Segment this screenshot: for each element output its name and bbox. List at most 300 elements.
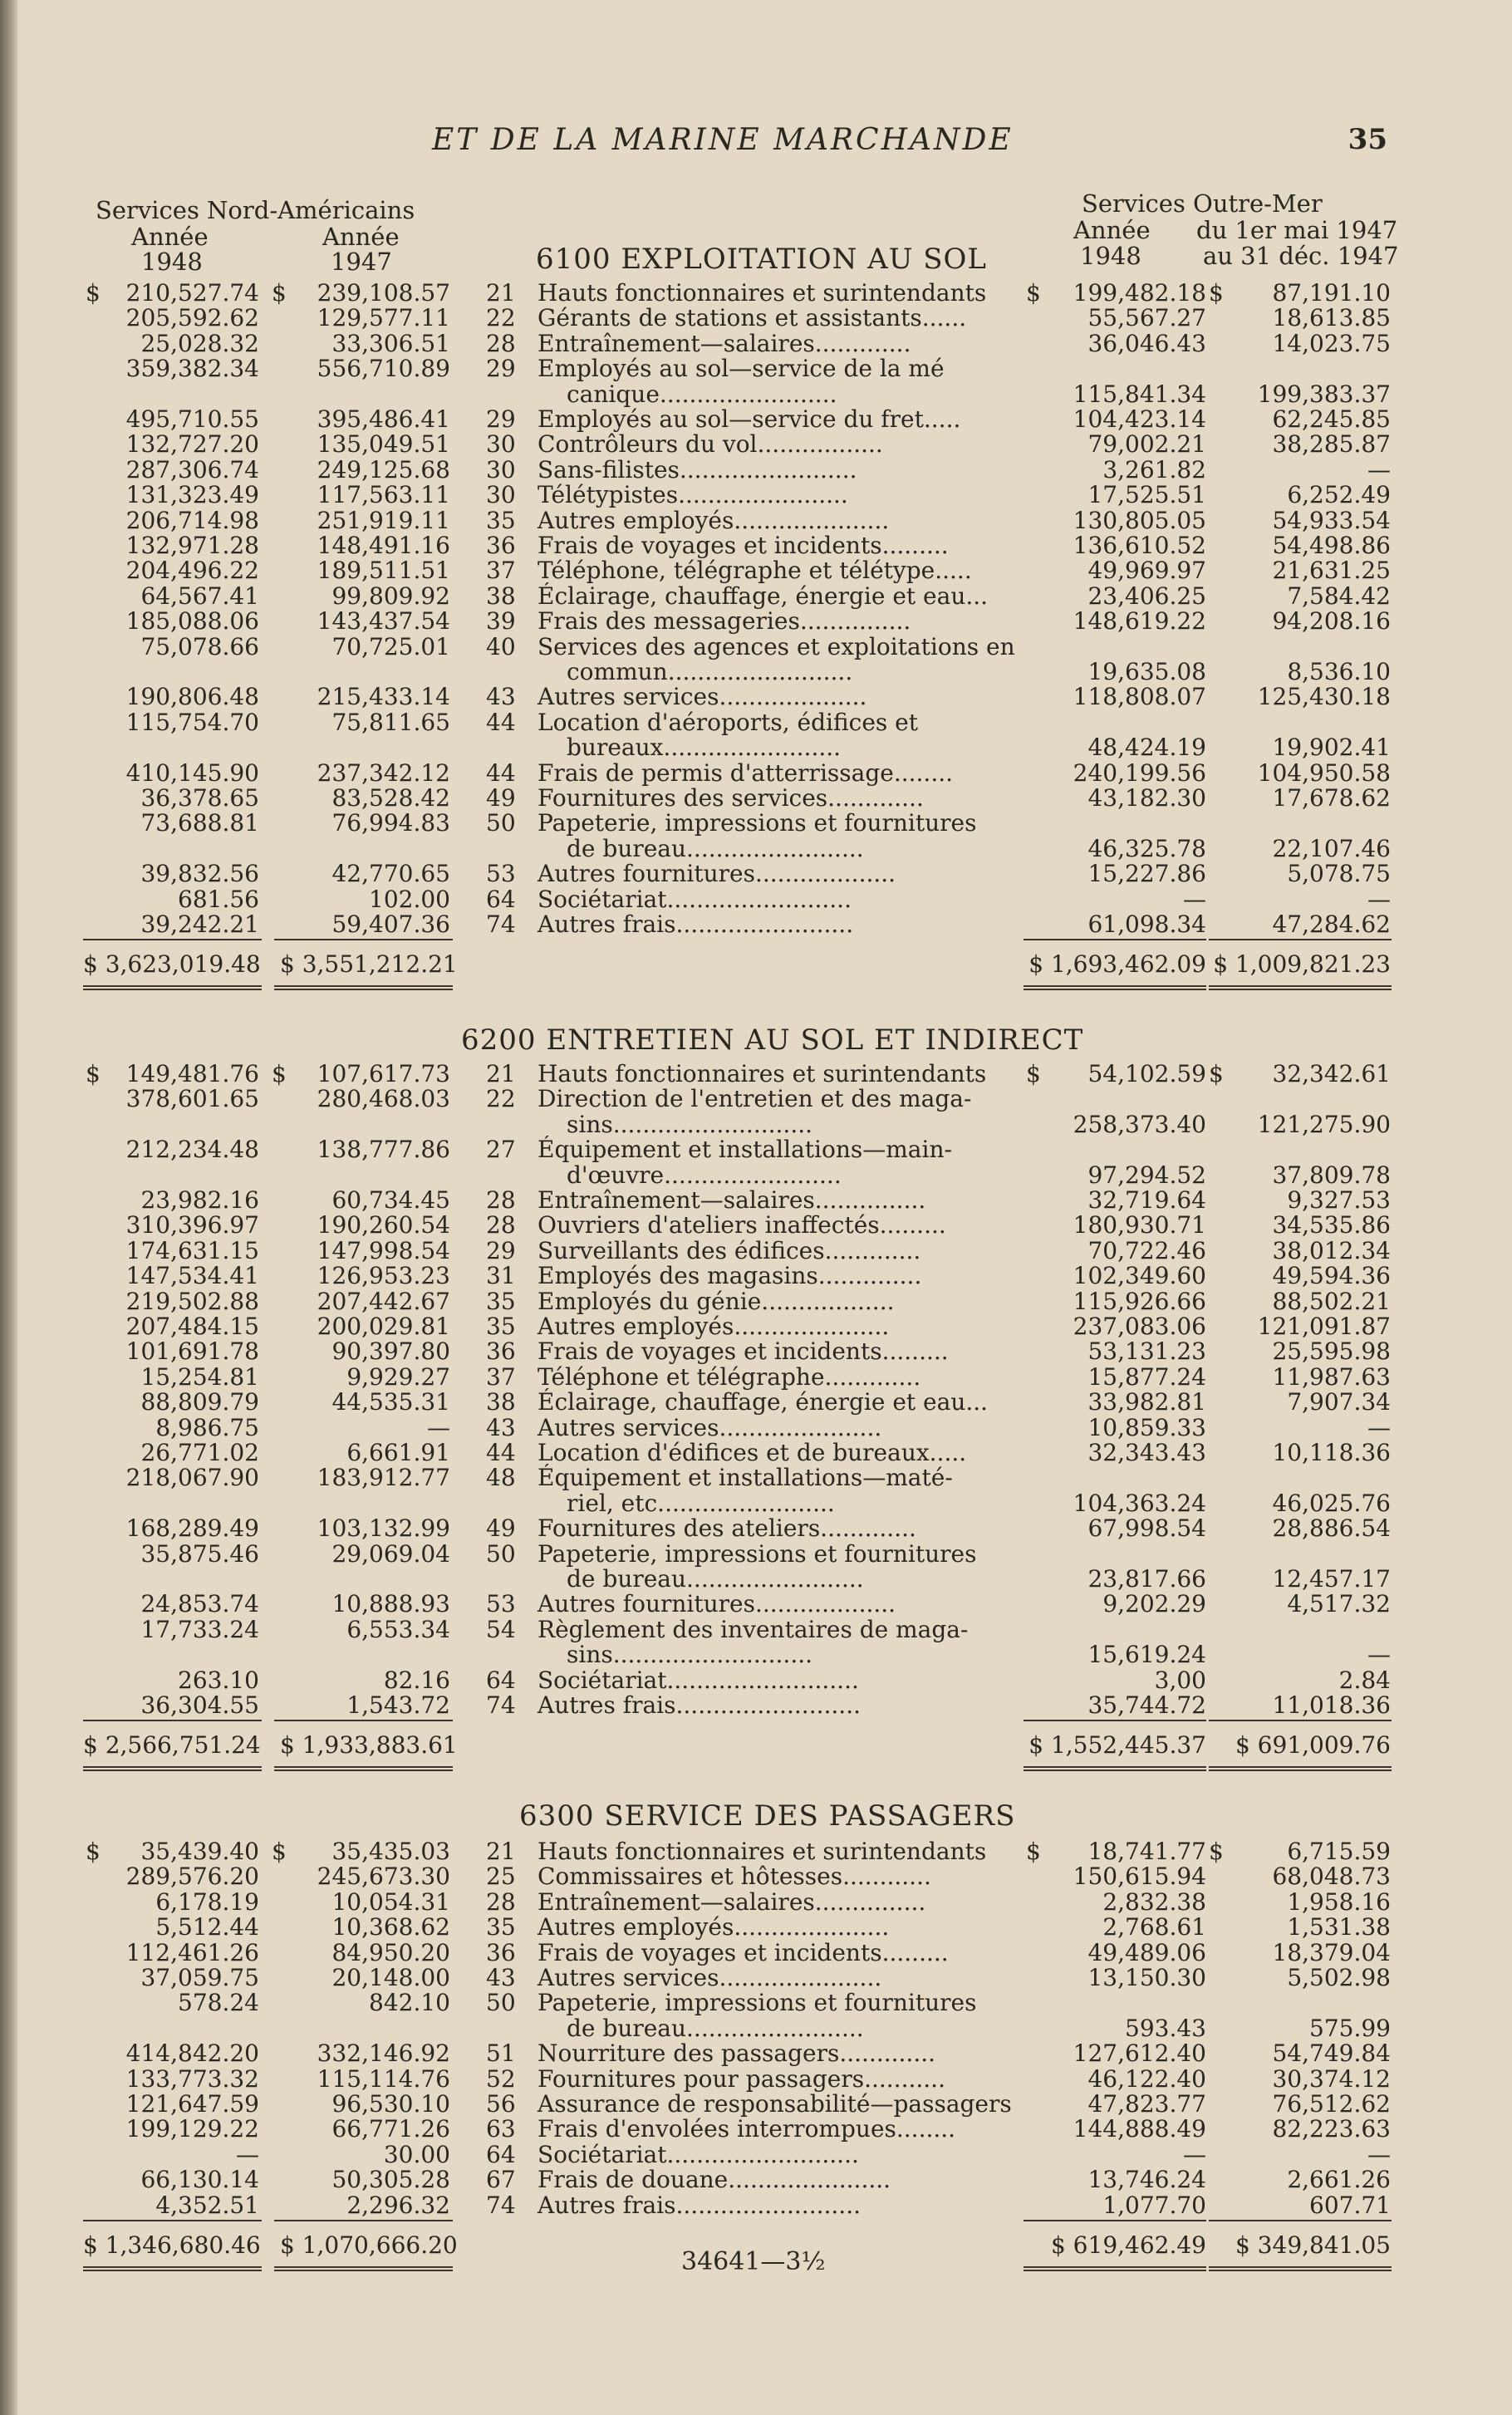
account-code: 43 bbox=[486, 1964, 516, 1991]
na-1948-value: 121,647.59 bbox=[125, 2090, 259, 2118]
om-year2-label: du 1er mai 1947 bbox=[1196, 216, 1398, 244]
na-1948-value: 359,382.34 bbox=[125, 355, 259, 383]
na-1947-value: 249,125.68 bbox=[317, 455, 450, 483]
expense-description: Frais d'envolées interrompues........ bbox=[538, 2115, 956, 2143]
account-code: 43 bbox=[486, 1413, 516, 1441]
account-code: 74 bbox=[486, 911, 516, 938]
column-rule bbox=[1024, 985, 1206, 987]
dollar-sign: $ bbox=[86, 279, 101, 307]
na-1947-value: 42,770.65 bbox=[331, 860, 450, 888]
section-total: $ 2,566,751.24 bbox=[83, 1731, 261, 1760]
account-code: 38 bbox=[486, 582, 516, 610]
na-1947-value: 239,108.57 bbox=[317, 279, 450, 307]
section-total: $ 3,551,212.21 bbox=[280, 950, 458, 979]
na-1947-value: 83,528.42 bbox=[331, 784, 450, 812]
na-1948-value: 35,439.40 bbox=[140, 1838, 259, 1865]
na-1948-value: 37,059.75 bbox=[140, 1964, 259, 1991]
om-1947-value: 10,118.36 bbox=[1272, 1439, 1391, 1466]
expense-description: Autres frais......................... bbox=[538, 2191, 862, 2219]
om-1948-value: 2,832.38 bbox=[1102, 1887, 1206, 1916]
account-code: 35 bbox=[486, 506, 516, 534]
om-1948-value: 54,102.59 bbox=[1087, 1060, 1206, 1087]
column-rule bbox=[1209, 1766, 1392, 1768]
om-1947-value: 121,091.87 bbox=[1257, 1313, 1391, 1340]
expense-description: Télétypistes....................... bbox=[538, 481, 848, 509]
account-code: 36 bbox=[486, 1338, 516, 1366]
om-1947-value: 1,958.16 bbox=[1287, 1887, 1391, 1916]
column-rule bbox=[83, 1720, 262, 1721]
column-rule bbox=[83, 2270, 262, 2271]
expense-description: sins........................... bbox=[567, 1641, 813, 1669]
expense-description: Frais de voyages et incidents......... bbox=[538, 1938, 949, 1966]
account-code: 74 bbox=[486, 1691, 516, 1719]
expense-description: de bureau........................ bbox=[567, 2014, 864, 2042]
om-1947-value: 4,517.32 bbox=[1287, 1590, 1391, 1618]
expense-description: Autres employés..................... bbox=[538, 506, 890, 534]
account-code: 28 bbox=[486, 329, 516, 357]
om-1948-value: 180,930.71 bbox=[1073, 1211, 1206, 1239]
om-1947-value: — bbox=[1367, 455, 1391, 483]
account-code: 30 bbox=[486, 430, 516, 459]
na-1948-value: 132,971.28 bbox=[125, 532, 259, 559]
na-1947-value: 138,777.86 bbox=[317, 1136, 450, 1164]
account-code: 35 bbox=[486, 1287, 516, 1315]
section-total: $ 1,933,883.61 bbox=[280, 1731, 458, 1760]
column-rule bbox=[83, 985, 262, 987]
expense-description: Fournitures des services............. bbox=[538, 784, 924, 812]
account-code: 67 bbox=[486, 2166, 516, 2194]
na-1947-value: 59,407.36 bbox=[331, 911, 450, 938]
om-1948-value: 53,131.23 bbox=[1087, 1338, 1206, 1366]
column-rule bbox=[274, 985, 453, 987]
om-1948-value: 79,002.21 bbox=[1087, 430, 1206, 459]
om-1947-value: 30,374.12 bbox=[1272, 2064, 1391, 2093]
om-1948-value: 148,619.22 bbox=[1073, 607, 1206, 636]
expense-description: commun......................... bbox=[567, 658, 853, 685]
expense-description: Règlement des inventaires de maga- bbox=[538, 1615, 969, 1643]
na-1948-value: 147,534.41 bbox=[125, 1262, 259, 1290]
section-total: $ 1,009,821.23 bbox=[1213, 950, 1391, 979]
na-1948-value: 185,088.06 bbox=[125, 607, 259, 636]
om-1948-value: 130,805.05 bbox=[1073, 506, 1206, 534]
na-1947-value: 147,998.54 bbox=[317, 1236, 450, 1264]
expense-description: Fournitures pour passagers........... bbox=[538, 2064, 945, 2093]
na-1948-value: 15,254.81 bbox=[140, 1362, 259, 1391]
om-1948-value: 1,077.70 bbox=[1102, 2191, 1206, 2219]
om-1948-value: 3,261.82 bbox=[1102, 455, 1206, 483]
account-code: 64 bbox=[486, 2140, 516, 2168]
na-1948-value: 263.10 bbox=[178, 1666, 259, 1694]
na-1948-value: 495,710.55 bbox=[125, 405, 259, 433]
om-1948-value: 32,343.43 bbox=[1087, 1439, 1206, 1466]
om-1948-value: 115,926.66 bbox=[1073, 1287, 1206, 1315]
na-1948-value: 35,875.46 bbox=[140, 1539, 259, 1568]
account-code: 21 bbox=[486, 279, 516, 307]
om-1948-value: 49,489.06 bbox=[1087, 1938, 1206, 1966]
om-1947-value: 22,107.46 bbox=[1272, 834, 1391, 862]
om-1948-value: 43,182.30 bbox=[1087, 784, 1206, 812]
om-1947-value: 94,208.16 bbox=[1272, 607, 1391, 636]
om-1947-value: 1,531.38 bbox=[1287, 1913, 1391, 1941]
na-1947-value: 6,553.34 bbox=[346, 1615, 450, 1643]
na-1947-value: — bbox=[427, 1413, 450, 1441]
na-year1-label: Année bbox=[131, 223, 209, 251]
na-1947-value: 70,725.01 bbox=[331, 632, 450, 660]
account-code: 36 bbox=[486, 1938, 516, 1966]
section-total: $ 1,693,462.09 bbox=[1028, 950, 1206, 979]
account-code: 28 bbox=[486, 1186, 516, 1214]
dollar-sign: $ bbox=[1209, 279, 1224, 307]
section-total: $ 691,009.76 bbox=[1235, 1731, 1391, 1760]
account-code: 22 bbox=[486, 1085, 516, 1113]
account-code: 22 bbox=[486, 304, 516, 332]
account-code: 40 bbox=[486, 632, 516, 660]
expense-description: Autres frais........................ bbox=[538, 911, 854, 938]
expense-description: Employés du génie.................. bbox=[538, 1287, 895, 1315]
expense-description: Services des agences et exploitations en bbox=[538, 632, 1015, 660]
expense-description: Location d'édifices et de bureaux..... bbox=[538, 1439, 967, 1466]
expense-description: Fournitures des ateliers............. bbox=[538, 1514, 916, 1543]
dollar-sign: $ bbox=[272, 279, 287, 307]
om-1947-value: 121,275.90 bbox=[1257, 1110, 1391, 1138]
om-1947-value: 7,907.34 bbox=[1287, 1388, 1391, 1416]
account-code: 63 bbox=[486, 2115, 516, 2143]
account-code: 50 bbox=[486, 809, 516, 837]
na-1947-value: 148,491.16 bbox=[317, 532, 450, 559]
column-rule bbox=[274, 2270, 453, 2271]
na-1947-value: 107,617.73 bbox=[317, 1060, 450, 1087]
account-code: 50 bbox=[486, 1989, 516, 2017]
om-1947-value: 125,430.18 bbox=[1257, 683, 1391, 711]
expense-description: Sociétariat.......................... bbox=[538, 1666, 859, 1694]
dollar-sign: $ bbox=[1026, 279, 1041, 307]
na-1947-value: 103,132.99 bbox=[317, 1514, 450, 1543]
na-year2-label: Année bbox=[322, 223, 400, 251]
expense-description: Autres employés..................... bbox=[538, 1313, 890, 1340]
expense-description: Hauts fonctionnaires et surintendants bbox=[538, 1838, 987, 1865]
dollar-sign: $ bbox=[1026, 1838, 1041, 1865]
om-1947-value: 49,594.36 bbox=[1272, 1262, 1391, 1290]
expense-description: Autres fournitures................... bbox=[538, 1590, 896, 1618]
account-code: 36 bbox=[486, 532, 516, 559]
na-1947-value: 10,368.62 bbox=[331, 1913, 450, 1941]
expense-description: Sociétariat......................... bbox=[538, 885, 852, 913]
om-1948-value: 32,719.64 bbox=[1087, 1186, 1206, 1214]
om-1947-value: 87,191.10 bbox=[1272, 279, 1391, 307]
na-1948-value: 378,601.65 bbox=[125, 1085, 259, 1113]
page-header bbox=[0, 123, 1512, 161]
na-1947-value: 183,912.77 bbox=[317, 1464, 450, 1492]
account-code: 44 bbox=[486, 758, 516, 787]
om-1947-value: 11,018.36 bbox=[1272, 1691, 1391, 1719]
na-1947-value: 126,953.23 bbox=[317, 1262, 450, 1290]
om-1947-value: 25,595.98 bbox=[1272, 1338, 1391, 1366]
om-1947-value: 68,048.73 bbox=[1272, 1863, 1391, 1891]
na-1947-value: 102.00 bbox=[369, 885, 450, 913]
expense-description: Gérants de stations et assistants...... bbox=[538, 304, 967, 332]
om-1948-value: 67,998.54 bbox=[1087, 1514, 1206, 1543]
expense-description: Autres services...................... bbox=[538, 1413, 882, 1441]
na-1948-value: 287,306.74 bbox=[125, 455, 259, 483]
expense-description: Papeterie, impressions et fournitures bbox=[538, 1539, 977, 1568]
om-1948-value: 13,746.24 bbox=[1087, 2166, 1206, 2194]
na-1947-value: 189,511.51 bbox=[317, 557, 450, 585]
na-1948-value: 88,809.79 bbox=[140, 1388, 259, 1416]
na-1948-value: 17,733.24 bbox=[140, 1615, 259, 1643]
na-1948-value: 310,396.97 bbox=[125, 1211, 259, 1239]
om-1948-value: 199,482.18 bbox=[1073, 279, 1206, 307]
expense-description: Équipement et installations—main- bbox=[538, 1136, 952, 1164]
om-1947-value: 19,902.41 bbox=[1272, 734, 1391, 762]
column-rule bbox=[83, 1770, 262, 1771]
expense-description: Location d'aéroports, édifices et bbox=[538, 708, 919, 736]
na-1947-value: 20,148.00 bbox=[331, 1964, 450, 1991]
na-1947-value: 190,260.54 bbox=[317, 1211, 450, 1239]
na-1947-value: 44,535.31 bbox=[331, 1388, 450, 1416]
na-1948-value: 39,242.21 bbox=[140, 911, 259, 938]
expense-description: Employés des magasins.............. bbox=[538, 1262, 922, 1290]
om-1947-value: 12,457.17 bbox=[1272, 1565, 1391, 1593]
om-1947-value: 575.99 bbox=[1309, 2014, 1391, 2042]
na-1947-value: 60,734.45 bbox=[331, 1186, 450, 1214]
na-1948-value: 219,502.88 bbox=[125, 1287, 259, 1315]
na-1948-value: 212,234.48 bbox=[125, 1136, 259, 1164]
om-1947-value: 6,715.59 bbox=[1287, 1838, 1391, 1865]
om-1948-value: 15,227.86 bbox=[1087, 860, 1206, 888]
column-rule bbox=[274, 2266, 453, 2268]
om-1948-value: 48,424.19 bbox=[1087, 734, 1206, 762]
na-1948-value: 205,592.62 bbox=[125, 304, 259, 332]
na-1948-value: 112,461.26 bbox=[125, 1938, 259, 1966]
expense-description: Autres services.................... bbox=[538, 683, 867, 711]
account-code: 53 bbox=[486, 1590, 516, 1618]
column-rule bbox=[83, 1766, 262, 1768]
na-1948-value: 133,773.32 bbox=[125, 2064, 259, 2093]
na-1948-value: 26,771.02 bbox=[140, 1439, 259, 1466]
om-1947-value: 54,933.54 bbox=[1272, 506, 1391, 534]
na-1948-value: 36,304.55 bbox=[140, 1691, 259, 1719]
na-1948-value: 168,289.49 bbox=[125, 1514, 259, 1543]
na-1948-value: 23,982.16 bbox=[140, 1186, 259, 1214]
om-1948-value: 23,817.66 bbox=[1087, 1565, 1206, 1593]
na-1947-value: 90,397.80 bbox=[331, 1338, 450, 1366]
om-1948-value: 136,610.52 bbox=[1073, 532, 1206, 559]
om-1948-value: 17,525.51 bbox=[1087, 481, 1206, 509]
page-number: 35 bbox=[1348, 123, 1387, 156]
account-code: 50 bbox=[486, 1539, 516, 1568]
section-total: $ 1,346,680.46 bbox=[83, 2231, 261, 2259]
account-code: 53 bbox=[486, 860, 516, 888]
om-1947-value: 82,223.63 bbox=[1272, 2115, 1391, 2143]
na-1948-value: 73,688.81 bbox=[140, 809, 259, 837]
om-1947-value: 2,661.26 bbox=[1287, 2166, 1391, 2194]
expense-description: Hauts fonctionnaires et surintendants bbox=[538, 279, 987, 307]
na-1948-value: 210,527.74 bbox=[125, 279, 259, 307]
column-rule bbox=[1209, 2270, 1392, 2271]
om-1947-value: 104,950.58 bbox=[1257, 758, 1391, 787]
na-1948-value: 4,352.51 bbox=[155, 2191, 259, 2219]
expense-description: Commissaires et hôtesses............ bbox=[538, 1863, 931, 1891]
om-group-heading: Services Outre-Mer bbox=[1082, 189, 1323, 218]
na-1948-value: 64,567.41 bbox=[140, 582, 259, 610]
na-year1-value: 1948 bbox=[141, 248, 203, 276]
om-1947-value: — bbox=[1367, 2140, 1391, 2168]
om-1947-value: 76,512.62 bbox=[1272, 2090, 1391, 2118]
expense-description: bureaux........................ bbox=[567, 734, 842, 762]
dollar-sign: $ bbox=[272, 1060, 287, 1087]
expense-description: Frais de voyages et incidents......... bbox=[538, 532, 949, 559]
account-code: 56 bbox=[486, 2090, 516, 2118]
column-rule bbox=[1209, 1720, 1392, 1721]
om-1947-value: 6,252.49 bbox=[1287, 481, 1391, 509]
column-rule bbox=[1024, 1770, 1206, 1771]
om-1948-value: 104,423.14 bbox=[1073, 405, 1206, 433]
expense-description: Papeterie, impressions et fournitures bbox=[538, 1989, 977, 2017]
expense-description: canique........................ bbox=[567, 380, 837, 408]
na-1948-value: 5,512.44 bbox=[155, 1913, 259, 1941]
expense-description: Frais de permis d'atterrissage........ bbox=[538, 758, 954, 787]
om-1948-value: 2,768.61 bbox=[1102, 1913, 1206, 1941]
om-1947-value: 11,987.63 bbox=[1272, 1362, 1391, 1391]
account-code: 25 bbox=[486, 1863, 516, 1891]
column-rule bbox=[1209, 939, 1392, 940]
section-total: $ 1,070,666.20 bbox=[280, 2231, 458, 2259]
om-1948-value: 102,349.60 bbox=[1073, 1262, 1206, 1290]
expense-description: Autres services...................... bbox=[538, 1964, 882, 1991]
na-1948-value: 206,714.98 bbox=[125, 506, 259, 534]
section-title: 6300 SERVICE DES PASSAGERS bbox=[519, 1799, 1016, 1833]
expense-description: Éclairage, chauffage, énergie et eau... bbox=[538, 1388, 989, 1416]
account-code: 51 bbox=[486, 2039, 516, 2068]
column-rule bbox=[1024, 989, 1206, 990]
column-rule bbox=[1024, 2266, 1206, 2268]
expense-description: de bureau........................ bbox=[567, 834, 864, 862]
dollar-sign: $ bbox=[272, 1838, 287, 1865]
na-1948-value: 36,378.65 bbox=[140, 784, 259, 812]
na-1948-value: 131,323.49 bbox=[125, 481, 259, 509]
om-1948-value: 35,744.72 bbox=[1087, 1691, 1206, 1719]
account-code: 49 bbox=[486, 1514, 516, 1543]
na-1948-value: 39,832.56 bbox=[140, 860, 259, 888]
na-1947-value: 50,305.28 bbox=[331, 2166, 450, 2194]
account-code: 39 bbox=[486, 607, 516, 636]
om-year1-label: Année bbox=[1073, 216, 1151, 244]
na-1947-value: 280,468.03 bbox=[317, 1085, 450, 1113]
om-1947-value: — bbox=[1367, 1413, 1391, 1441]
expense-description: Équipement et installations—maté- bbox=[538, 1464, 953, 1492]
om-1948-value: 258,373.40 bbox=[1073, 1110, 1206, 1138]
expense-description: Employés au sol—service de la mé bbox=[538, 355, 945, 383]
om-1947-value: 18,379.04 bbox=[1272, 1938, 1391, 1966]
running-title: ET DE LA MARINE MARCHANDE bbox=[432, 123, 1014, 157]
na-1947-value: 2,296.32 bbox=[346, 2191, 450, 2219]
om-1947-value: 7,584.42 bbox=[1287, 582, 1391, 610]
na-1947-value: 135,049.51 bbox=[317, 430, 450, 459]
account-code: 28 bbox=[486, 1887, 516, 1916]
na-1947-value: 143,437.54 bbox=[317, 607, 450, 636]
na-1948-value: 25,028.32 bbox=[140, 329, 259, 357]
om-1948-value: 115,841.34 bbox=[1073, 380, 1206, 408]
section-total: $ 3,623,019.48 bbox=[83, 950, 261, 979]
om-1947-value: — bbox=[1367, 1641, 1391, 1669]
na-group-heading: Services Nord-Américains bbox=[96, 196, 415, 224]
na-1947-value: 395,486.41 bbox=[317, 405, 450, 433]
na-1947-value: 251,919.11 bbox=[317, 506, 450, 534]
na-1948-value: 204,496.22 bbox=[125, 557, 259, 585]
column-rule bbox=[1209, 1770, 1392, 1771]
om-1948-value: 104,363.24 bbox=[1073, 1489, 1206, 1517]
account-code: 44 bbox=[486, 708, 516, 736]
dollar-sign: $ bbox=[1026, 1060, 1041, 1087]
om-1948-value: 144,888.49 bbox=[1073, 2115, 1206, 2143]
column-rule bbox=[274, 1770, 453, 1771]
expense-description: d'œuvre........................ bbox=[567, 1161, 842, 1189]
expense-description: Papeterie, impressions et fournitures bbox=[538, 809, 977, 837]
na-1947-value: 84,950.20 bbox=[331, 1938, 450, 1966]
om-1947-value: 54,498.86 bbox=[1272, 532, 1391, 559]
om-1947-value: 34,535.86 bbox=[1272, 1211, 1391, 1239]
section-total: $ 349,841.05 bbox=[1235, 2231, 1391, 2259]
om-1947-value: 2.84 bbox=[1338, 1666, 1391, 1694]
om-1948-value: 47,823.77 bbox=[1087, 2090, 1206, 2118]
na-1947-value: 842.10 bbox=[369, 1989, 450, 2017]
account-code: 29 bbox=[486, 1236, 516, 1264]
om-1948-value: 118,808.07 bbox=[1073, 683, 1206, 711]
na-1947-value: 99,809.92 bbox=[331, 582, 450, 610]
expense-description: Frais de voyages et incidents......... bbox=[538, 1338, 949, 1366]
expense-description: Contrôleurs du vol................. bbox=[538, 430, 883, 459]
om-1948-value: 593.43 bbox=[1125, 2014, 1206, 2042]
om-1948-value: 46,122.40 bbox=[1087, 2064, 1206, 2093]
column-rule bbox=[1209, 2220, 1392, 2221]
expense-description: Entraînement—salaires............... bbox=[538, 1186, 926, 1214]
section-title: 6100 EXPLOITATION AU SOL bbox=[536, 243, 987, 276]
dollar-sign: $ bbox=[86, 1838, 101, 1865]
account-code: 52 bbox=[486, 2064, 516, 2093]
account-code: 74 bbox=[486, 2191, 516, 2219]
om-1948-value: 15,619.24 bbox=[1087, 1641, 1206, 1669]
column-rule bbox=[1024, 1766, 1206, 1768]
na-1947-value: 10,888.93 bbox=[331, 1590, 450, 1618]
na-1947-value: 207,442.67 bbox=[317, 1287, 450, 1315]
column-rule bbox=[1024, 2270, 1206, 2271]
column-rule bbox=[1209, 985, 1392, 987]
om-1947-value: 8,536.10 bbox=[1287, 658, 1391, 685]
expense-description: Téléphone et télégraphe............. bbox=[538, 1362, 921, 1391]
account-code: 21 bbox=[486, 1060, 516, 1087]
om-1948-value: 237,083.06 bbox=[1073, 1313, 1206, 1340]
na-1948-value: 115,754.70 bbox=[125, 708, 259, 736]
expense-description: Nourriture des passagers............. bbox=[538, 2039, 936, 2068]
om-1947-value: 47,284.62 bbox=[1272, 911, 1391, 938]
om-1948-value: 150,615.94 bbox=[1073, 1863, 1206, 1891]
om-1948-value: 46,325.78 bbox=[1087, 834, 1206, 862]
account-code: 48 bbox=[486, 1464, 516, 1492]
na-1947-value: 10,054.31 bbox=[331, 1887, 450, 1916]
expense-description: Assurance de responsabilité—passagers bbox=[538, 2090, 1012, 2118]
section-total: $ 619,462.49 bbox=[1050, 2231, 1206, 2259]
column-rule bbox=[1024, 2220, 1206, 2221]
expense-description: Autres employés..................... bbox=[538, 1913, 890, 1941]
account-code: 44 bbox=[486, 1439, 516, 1466]
footer-code: 34641—3½ bbox=[681, 2247, 826, 2276]
om-1947-value: 18,613.85 bbox=[1272, 304, 1391, 332]
na-1947-value: 66,771.26 bbox=[331, 2115, 450, 2143]
om-1947-value: 9,327.53 bbox=[1287, 1186, 1391, 1214]
na-1948-value: 75,078.66 bbox=[140, 632, 259, 660]
section-total: $ 1,552,445.37 bbox=[1028, 1731, 1206, 1760]
om-1948-value: 97,294.52 bbox=[1087, 1161, 1206, 1189]
